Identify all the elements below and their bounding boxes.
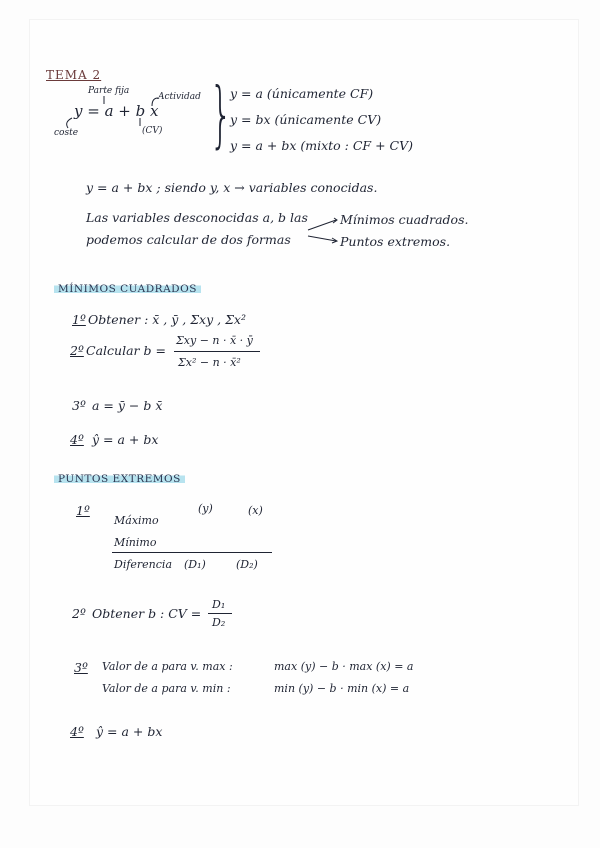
- pe-step2-number: 2º: [72, 606, 86, 621]
- pe-step3-number: 3º: [74, 660, 88, 675]
- pe-table-divider: [112, 552, 272, 553]
- pe-step2-frac-den: D₂: [212, 616, 226, 629]
- main-formula: y = a + b x: [74, 102, 159, 120]
- explanation-line2: Las variables desconocidas a, b las: [86, 210, 308, 225]
- pe-step3-line1-formula: max (y) − b · max (x) = a: [274, 660, 414, 673]
- label-actividad: Actividad: [158, 92, 201, 102]
- pe-step1-number: 1º: [76, 503, 90, 518]
- label-cv: (CV): [142, 126, 163, 136]
- arrow-actividad: [152, 98, 158, 106]
- pe-step4: ŷ = a + bx: [96, 724, 163, 739]
- ms-fraction-bar: [174, 351, 260, 352]
- arrow-method1: [308, 220, 336, 230]
- ms-step2-number: 2º: [70, 343, 84, 358]
- ms-step1-number: 1º: [72, 312, 86, 327]
- case-mixto: y = a + bx (mixto : CF + CV): [230, 138, 413, 153]
- arrow-method2: [308, 236, 336, 241]
- pe-row-diff: Diferencia: [114, 558, 173, 571]
- ms-step4: ŷ = a + bx: [92, 432, 159, 447]
- section-puntos-heading: PUNTOS EXTREMOS: [54, 473, 185, 485]
- pe-step3-line2-formula: min (y) − b · min (x) = a: [274, 682, 410, 695]
- section-minimos-heading: MÍNIMOS CUADRADOS: [54, 283, 201, 295]
- ms-step1: Obtener : x̄ , ȳ , Σxy , Σx²: [88, 312, 246, 327]
- page-title: TEMA 2: [46, 68, 102, 82]
- pe-row-max: Máximo: [114, 514, 159, 527]
- case-cf: y = a (únicamente CF): [230, 86, 374, 101]
- pe-step2-label: Obtener b : CV =: [92, 606, 202, 621]
- pe-col-x: (x): [248, 504, 263, 517]
- pe-fraction-bar: [208, 613, 232, 614]
- pe-step3-line1-label: Valor de a para v. max :: [102, 660, 233, 673]
- arrow-coste: [67, 118, 72, 128]
- curly-brace: }: [209, 72, 233, 156]
- pe-row-min: Mínimo: [114, 536, 157, 549]
- ms-step2-numerator: Σxy − n · x̄ · ȳ: [176, 334, 253, 347]
- label-parte-fija: Parte fija: [88, 86, 130, 96]
- case-cv: y = bx (únicamente CV): [230, 112, 382, 127]
- pe-step4-number: 4º: [70, 724, 84, 739]
- ms-step4-number: 4º: [70, 432, 84, 447]
- ms-step2-label: Calcular b =: [86, 343, 166, 358]
- pe-diff-y: (D₁): [184, 558, 206, 571]
- ms-step3: a = ȳ − b x̄: [92, 398, 163, 413]
- pe-step2-frac-num: D₁: [212, 598, 226, 611]
- ms-step2-denominator: Σx² − n · x̄²: [178, 356, 241, 369]
- ms-step3-number: 3º: [72, 398, 86, 413]
- method-minimos: Mínimos cuadrados.: [340, 212, 469, 227]
- label-coste: coste: [54, 128, 79, 138]
- explanation-line1: y = a + bx ; siendo y, x → variables conocidas.: [86, 180, 378, 195]
- method-puntos: Puntos extremos.: [340, 234, 451, 249]
- pe-col-y: (y): [198, 502, 213, 515]
- explanation-line3: podemos calcular de dos formas: [86, 232, 291, 247]
- pe-step3-line2-label: Valor de a para v. min :: [102, 682, 231, 695]
- pe-diff-x: (D₂): [236, 558, 258, 571]
